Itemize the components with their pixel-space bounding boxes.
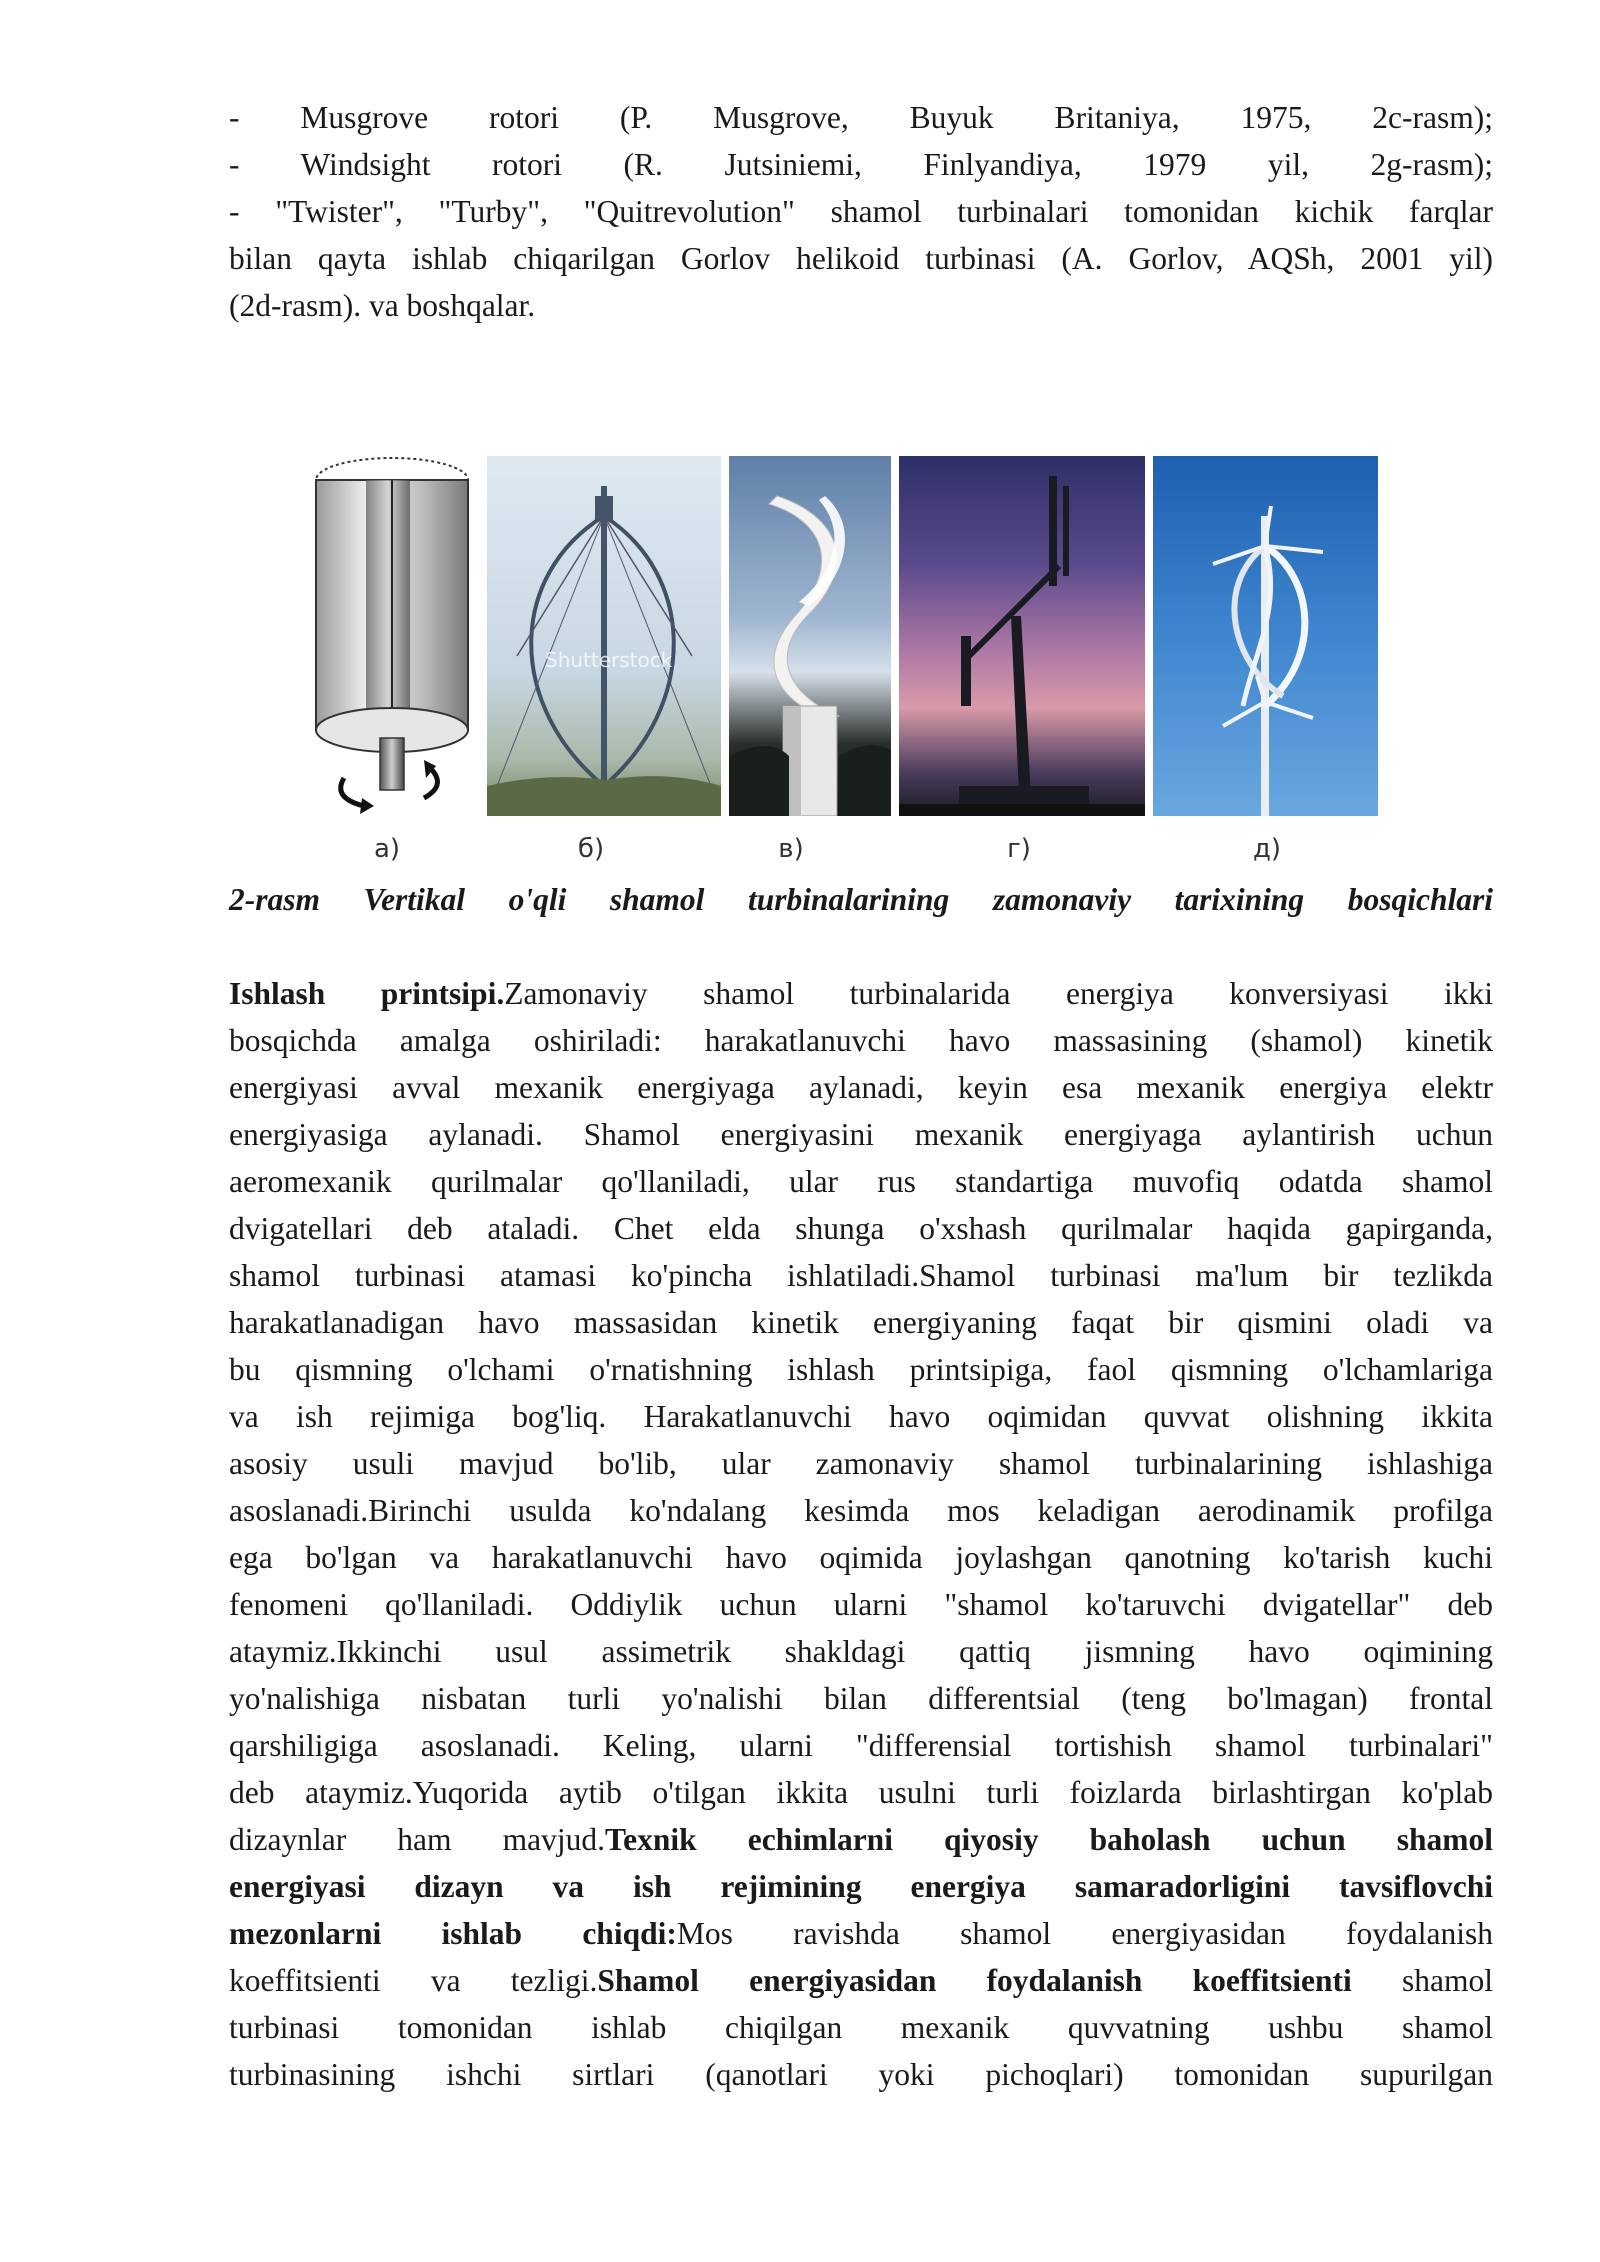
body-line bbox=[229, 1910, 1493, 1957]
intro-list bbox=[229, 94, 1493, 329]
intro-line: (2d-rasm). va boshqalar. bbox=[229, 288, 536, 323]
helical-turbine-image bbox=[729, 456, 891, 816]
body-line bbox=[229, 1675, 1493, 1722]
body-line bbox=[229, 1017, 1493, 1064]
text-run: asosiy usuli mavjud bo'lib, ular zamonaviy shamol turbinalarining ishlashiga bbox=[229, 1446, 1493, 1481]
body-line bbox=[229, 1487, 1493, 1534]
text-run: deb ataymiz.Yuqorida aytib o'tilgan ikkita usulni turli foizlarda birlashtirgan ko'plab bbox=[229, 1775, 1493, 1810]
body-line bbox=[229, 1816, 1493, 1863]
body-line bbox=[229, 1440, 1493, 1487]
body-text bbox=[229, 970, 1493, 2098]
text-run: va ish rejimiga bog'liq. Harakatlanuvchi havo oqimidan quvvat olishning ikkita bbox=[229, 1399, 1493, 1434]
windsight-turbine-image bbox=[899, 456, 1145, 816]
text-run: dizaynlar ham mavjud. bbox=[229, 1822, 605, 1857]
document-page bbox=[229, 94, 1493, 2098]
text-run: energiyasiga aylanadi. Shamol energiyasini mexanik energiyaga aylantirish uchun bbox=[229, 1117, 1493, 1152]
panel-label-d: г) bbox=[1007, 834, 1031, 864]
bold-phrase: Texnik echimlarni qiyosiy baholash uchun shamol bbox=[604, 1822, 1494, 1857]
text-run: asoslanadi.Birinchi usulda ko'ndalang kesimda mos keladigan aerodinamik profilga bbox=[229, 1493, 1493, 1528]
text-run: shamol bbox=[1351, 1963, 1494, 1998]
text-run: harakatlanadigan havo massasidan kinetik energiyaning faqat bir qismini oladi va bbox=[229, 1305, 1493, 1340]
intro-line: bilan qayta ishlab chiqarilgan Gorlov helikoid turbinasi (A. Gorlov, AQSh, 2001 yil) bbox=[229, 241, 1493, 276]
intro-line: - "Twister", "Turby", "Quitrevolution" shamol turbinalari tomonidan kichik farqlar bbox=[229, 194, 1493, 229]
body-line bbox=[229, 2004, 1493, 2051]
body-line bbox=[229, 1158, 1493, 1205]
text-run: yo'nalishiga nisbatan turli yo'nalishi bilan differentsial (teng bo'lmagan) frontal bbox=[229, 1681, 1493, 1716]
body-line bbox=[229, 1534, 1493, 1581]
gorlov-turbine-image bbox=[1153, 456, 1378, 816]
body-line bbox=[229, 1346, 1493, 1393]
text-run: ataymiz.Ikkinchi usul assimetrik shakldagi qattiq jismning havo oqimining bbox=[229, 1634, 1493, 1669]
text-run: turbinasi tomonidan ishlab chiqilgan mexanik quvvatning ushbu shamol bbox=[229, 2010, 1493, 2045]
text-run: bu qismning o'lchami o'rnatishning ishlash printsipiga, faol qismning o'lchamlariga bbox=[229, 1352, 1493, 1387]
bold-phrase: energiyasi dizayn va ish rejimining energiya samaradorligini tavsiflovchi bbox=[229, 1869, 1493, 1904]
body-line bbox=[229, 970, 1493, 1017]
body-line bbox=[229, 1205, 1493, 1252]
watermark: Shutterstock bbox=[545, 648, 673, 672]
body-line bbox=[229, 1393, 1493, 1440]
body-line bbox=[229, 1111, 1493, 1158]
panel-label-e: д) bbox=[1252, 834, 1282, 864]
text-run: energiyasi avval mexanik energiyaga aylanadi, keyin esa mexanik energiya elektr bbox=[229, 1070, 1493, 1105]
body-line bbox=[229, 1957, 1493, 2004]
figure-panel-e bbox=[1153, 456, 1378, 816]
text-run: ega bo'lgan va harakatlanuvchi havo oqimida joylashgan qanotning ko'tarish kuchi bbox=[229, 1540, 1493, 1575]
intro-line: - Windsight rotori (R. Jutsiniemi, Finlyandiya, 1979 yil, 2g-rasm); bbox=[229, 147, 1493, 182]
body-line bbox=[229, 1722, 1493, 1769]
figure-panel-a bbox=[304, 448, 479, 818]
body-line bbox=[229, 1581, 1493, 1628]
text-run: aeromexanik qurilmalar qo'llaniladi, ular rus standartiga muvofiq odatda shamol bbox=[229, 1164, 1493, 1199]
panel-label-b: б) bbox=[577, 834, 605, 864]
body-line bbox=[229, 1252, 1493, 1299]
text-run: dvigatellari deb ataladi. Chet elda shunga o'xshash qurilmalar haqida gapirganda, bbox=[229, 1211, 1493, 1246]
text-run: Mos ravishda shamol energiyasidan foydalanish bbox=[676, 1916, 1493, 1951]
text-run: qarshiligiga asoslanadi. Keling, ularni "differensial tortishish shamol turbinalari" bbox=[229, 1728, 1493, 1763]
body-line bbox=[229, 1064, 1493, 1111]
figure-caption: 2-rasm Vertikal o'qli shamol turbinalarining zamonaviy tarixining bosqichlari bbox=[229, 882, 1493, 917]
savonius-rotor-image bbox=[304, 448, 479, 818]
panel-label-a: а) bbox=[373, 834, 401, 864]
turbine-figure bbox=[229, 456, 1493, 874]
body-line bbox=[229, 1863, 1493, 1910]
darrieus-turbine-image bbox=[487, 456, 721, 816]
text-run: koeffitsienti va tezligi. bbox=[229, 1963, 598, 1998]
bold-phrase: Ishlash printsipi. bbox=[229, 976, 505, 1011]
figure-panel-c bbox=[729, 456, 891, 816]
bold-phrase: mezonlarni ishlab chiqdi: bbox=[229, 1916, 677, 1951]
body-line bbox=[229, 1299, 1493, 1346]
body-line bbox=[229, 2051, 1493, 2098]
text-run: Zamonaviy shamol turbinalarida energiya konversiyasi ikki bbox=[504, 976, 1493, 1011]
intro-line: - Musgrove rotori (P. Musgrove, Buyuk Britaniya, 1975, 2c-rasm); bbox=[229, 100, 1493, 135]
text-run: turbinasining ishchi sirtlari (qanotlari yoki pichoqlari) tomonidan supurilgan bbox=[229, 2057, 1493, 2092]
text-run: shamol turbinasi atamasi ko'pincha ishlatiladi.Shamol turbinasi ma'lum bir tezlikda bbox=[229, 1258, 1493, 1293]
figure-panel-d bbox=[899, 456, 1145, 816]
body-line bbox=[229, 1628, 1493, 1675]
text-run: bosqichda amalga oshiriladi: harakatlanuvchi havo massasining (shamol) kinetik bbox=[229, 1023, 1493, 1058]
bold-phrase: Shamol energiyasidan foydalanish koeffitsienti bbox=[597, 1963, 1352, 1998]
text-run: fenomeni qo'llaniladi. Oddiylik uchun ularni "shamol ko'taruvchi dvigatellar" deb bbox=[229, 1587, 1493, 1622]
body-line bbox=[229, 1769, 1493, 1816]
figure-panel-b bbox=[487, 456, 721, 816]
panel-label-c: в) bbox=[778, 834, 804, 864]
